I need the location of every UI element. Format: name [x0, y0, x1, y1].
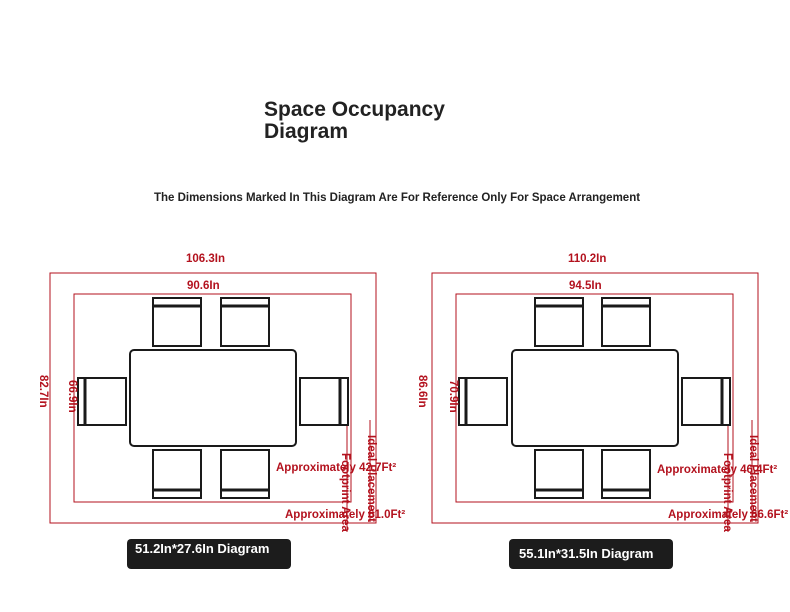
- left-chair-bottom-2: [221, 450, 269, 498]
- left-layout: [50, 273, 376, 532]
- left-caption: 51.2In*27.6In Diagram: [127, 539, 291, 569]
- left-footprint-area-value: Approximately 42.7Ft²: [276, 462, 397, 474]
- right-placement-area-value: Approximately 66.6Ft²: [668, 509, 789, 521]
- left-placement-area-value: Approximately 61.0Ft²: [285, 509, 406, 521]
- left-chair-side-left: [78, 378, 126, 425]
- right-chair-top-1: [535, 298, 583, 346]
- left-chair-top-1: [153, 298, 201, 346]
- left-inner-height-label: 66.9In: [66, 380, 78, 413]
- right-layout: [432, 273, 758, 532]
- right-table: [512, 350, 678, 446]
- right-footprint-area-value: Approximately 46.4Ft²: [657, 464, 778, 476]
- right-caption: 55.1In*31.5In Diagram: [509, 539, 673, 569]
- right-footprint-label: Footprint Area: [721, 453, 733, 532]
- right-chair-top-2: [602, 298, 650, 346]
- right-outer-width-label: 110.2In: [568, 253, 607, 265]
- right-inner-height-label: 70.9In: [447, 380, 459, 413]
- left-outer-width-label: 106.3In: [186, 253, 225, 265]
- left-inner-width-label: 90.6In: [187, 280, 220, 292]
- left-chair-side-right: [300, 378, 348, 425]
- page-title: Space Occupancy Diagram: [264, 98, 445, 143]
- left-chair-bottom-1: [153, 450, 201, 498]
- right-chair-bottom-2: [602, 450, 650, 498]
- page-subtitle: The Dimensions Marked In This Diagram Are For Reference Only For Space Arrangement: [153, 192, 641, 204]
- right-chair-side-right: [682, 378, 730, 425]
- left-chair-top-2: [221, 298, 269, 346]
- right-placement-label: Ideal Placement: [747, 435, 759, 522]
- right-outer-height-label: 86.6In: [416, 375, 428, 408]
- left-table: [130, 350, 296, 446]
- right-chair-side-left: [459, 378, 507, 425]
- left-outer-height-label: 82.7In: [37, 375, 49, 408]
- right-chair-bottom-1: [535, 450, 583, 498]
- left-placement-label: Ideal Placement: [365, 435, 377, 522]
- right-inner-width-label: 94.5In: [569, 280, 602, 292]
- left-footprint-label: Footprint Area: [339, 453, 351, 532]
